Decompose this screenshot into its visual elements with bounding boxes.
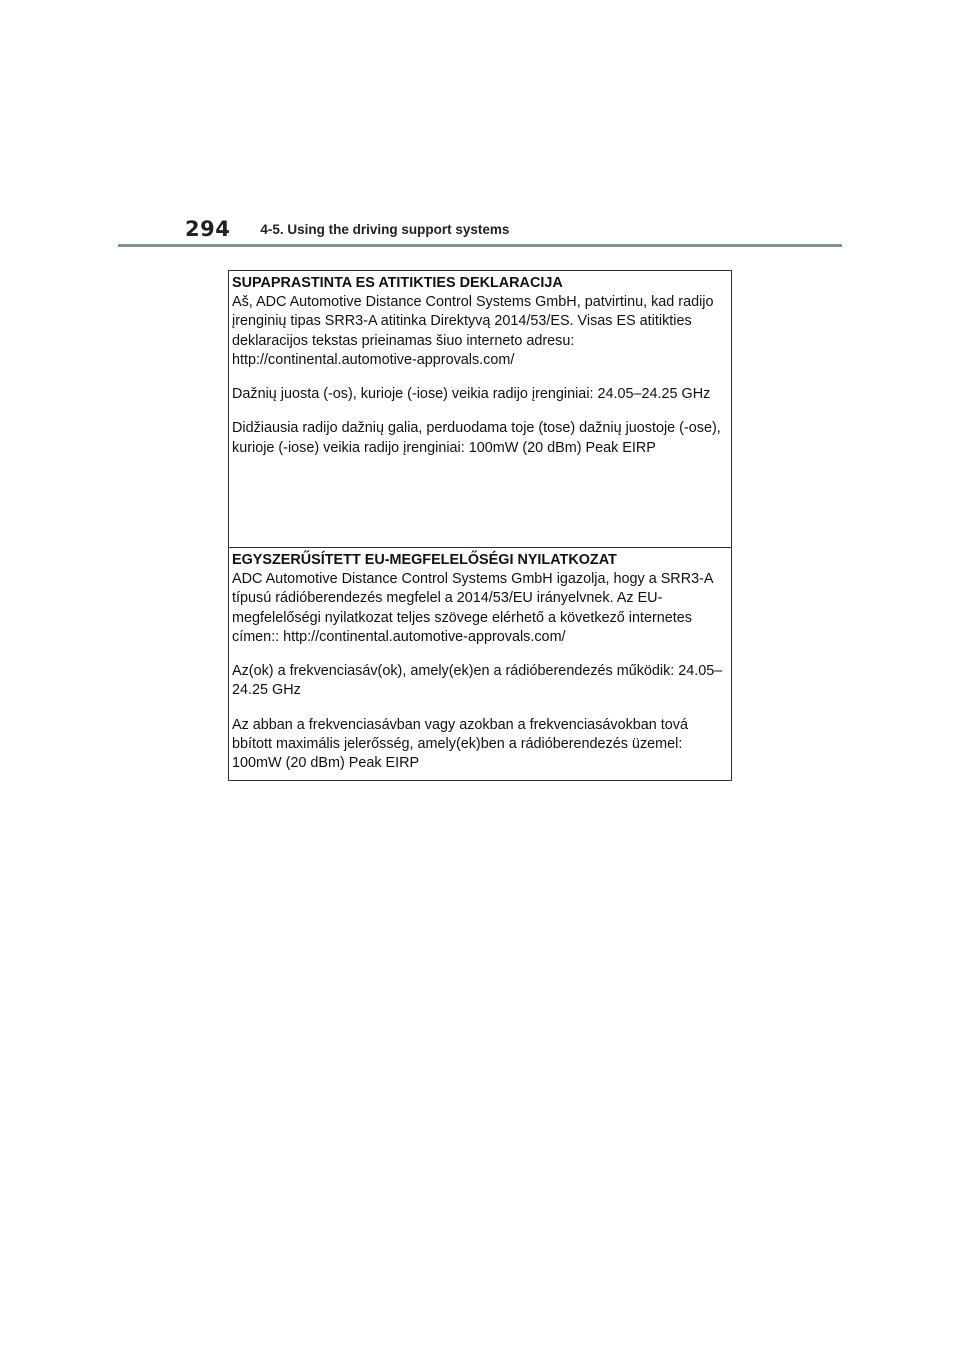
declaration-paragraph: ADC Automotive Distance Control Systems GmbH igazolja, hogy a SRR3-A típusú rádióberendezés megfelel a 2014/53/EU irányelvnek. Az EU-megfelelőségi nyilatkozat teljes szövege elérhető a következő internetes címen:: http://continental.automotive-approvals.com/ xyxy=(232,571,713,645)
section-title: 4-5. Using the driving support systems xyxy=(260,221,510,237)
header-divider xyxy=(118,244,842,247)
declaration-hungarian xyxy=(229,547,731,780)
declaration-paragraph: Dažnių juosta (-os), kurioje (-iose) veikia radijo įrenginiai: 24.05–24.25 GHz xyxy=(232,386,711,403)
declaration-paragraph: Az abban a frekvenciasávban vagy azokban a frekvenciasávokban tová bbított maximális jelerősség, amely(ek)ben a rádióberendezés üzemel: 100mW (20 dBm) Peak EIRP xyxy=(232,716,688,772)
declaration-paragraph: Az(ok) a frekvenciasáv(ok), amely(ek)en a rádióberendezés működik: 24.05–24.25 GHz xyxy=(232,663,723,699)
declaration-title: SUPAPRASTINTA ES ATITIKTIES DEKLARACIJA xyxy=(232,275,563,291)
declaration-lithuanian xyxy=(229,271,731,547)
declaration-box xyxy=(228,270,732,781)
page-header xyxy=(185,214,509,244)
declaration-paragraph: Aš, ADC Automotive Distance Control Systems GmbH, patvirtinu, kad radijo įrenginių tipas SRR3-A atitinka Direktyvą 2014/53/ES. Visas ES atitikties deklaracijos tekstas prieinamas šiuo interneto adresu: http://continental.automotive-approvals.com/ xyxy=(232,294,714,368)
declaration-paragraph: Didžiausia radijo dažnių galia, perduodama toje (tose) dažnių juostoje (-ose), kurioje (-iose) veikia radijo įrenginiai: 100mW (20 dBm) Peak EIRP xyxy=(232,420,721,456)
page-number: 294 xyxy=(185,217,231,241)
declaration-title: EGYSZERŰSÍTETT EU-MEGFELELŐSÉGI NYILATKOZAT xyxy=(232,552,617,568)
